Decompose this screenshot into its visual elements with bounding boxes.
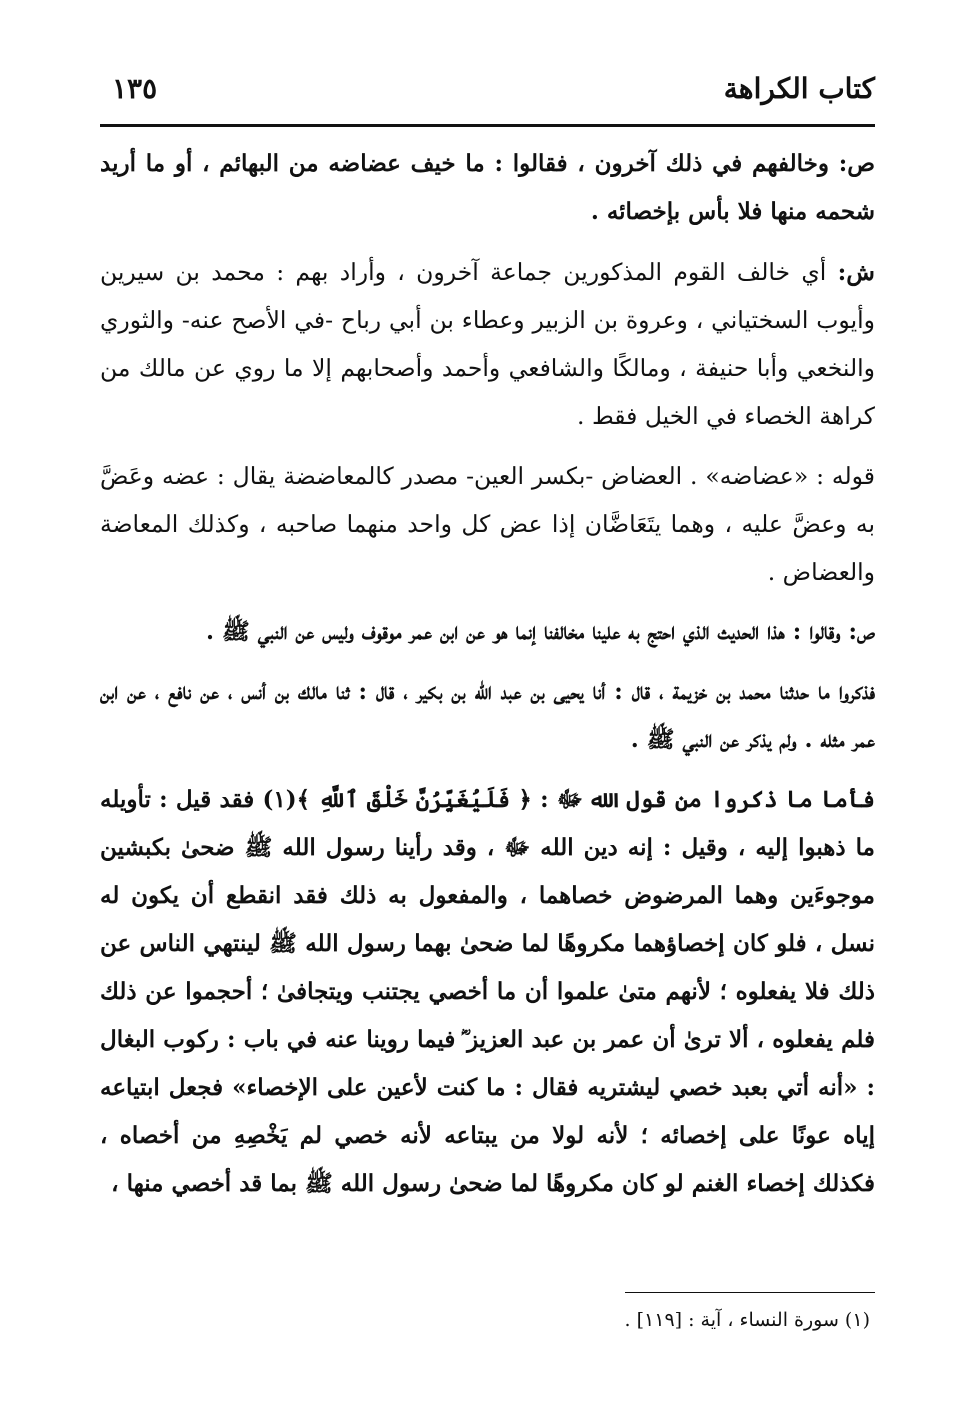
page-number: ١٣٥ bbox=[112, 72, 158, 105]
paragraph-text: فذكروا ما حدثنا محمد بن خزيمة ، قال : أنا يحيى بن عبد الله بن بكير ، قال : ثنا مالك بن أنس ، عن نافع ، عن ابن عمر مثله . ولم يذكر عن النبي ﷺ . bbox=[100, 678, 875, 753]
page-header bbox=[100, 70, 875, 124]
paragraph bbox=[100, 608, 875, 656]
paragraph bbox=[100, 248, 875, 440]
paragraph bbox=[100, 452, 875, 596]
paragraph bbox=[100, 668, 875, 764]
paragraph-lead: ش: bbox=[837, 258, 875, 286]
paragraph-lead: ص: bbox=[838, 150, 875, 177]
paragraph-lead: ص: bbox=[848, 618, 875, 645]
paragraph-text: فأما ما ذكروا من قول الله ﷻ : ﴿ فَلَيُغَيِّرُنَّ خَلْقَ ٱللَّهِ ﴾(١) فقد قيل : تأويله ما ذهبوا إليه ، وقيل : إنه دين الله ﷻ ، وقد رأينا رسول الله ﷺ ضحىٰ بكبشين موجوءَين وهما المرضوض خصاهما ، والمفعول به ذلك فقد انقطع أن يكون له نسل ، فلو كان إخصاؤهما مكروهًا لما ضحىٰ بهما رسول الله ﷺ لينتهي الناس عن ذلك فلا يفعلوه ؛ لأنهم متىٰ علموا أن ما أخصي يجتنب ويتجافىٰ ؛ أحجموا عن ذلك فلم يفعلوه ، ألا ترىٰ أن عمر بن عبد العزيز ؓ فيما روينا عنه في باب : ركوب البغال : «أنه أتي بعبد خصي ليشتريه فقال : ما كنت لأعين على الإخصاء» فجعل ابتياعه إياه عونًا على إخصائه ؛ لأنه لولا من يبتاعه لأنه خصي لم يَخْصِهِ من أخصاه ، فكذلك إخصاء الغنم لو كان مكروهًا لما ضحىٰ رسول الله ﷺ بما قد أخصي منها ، bbox=[100, 786, 875, 1197]
paragraph-text: أي خالف القوم المذكورين جماعة آخرون ، وأراد بهم : محمد بن سيرين وأيوب السختياني ، وعروة بن الزبير وعطاء بن أبي رباح -في الأصح عنه- والثوري والنخعي وأبا حنيفة ، ومالكًا والشافعي وأحمد وأصحابهم إلا ما روي عن مالك من كراهة الخصاء في الخيل فقط . bbox=[100, 258, 875, 430]
paragraph-text: قوله : «عضاضه» . العضاض -بكسر العين- مصدر كالمعاضضة يقال : عضه وعَضَّ به وعضَّ عليه ، وهما يتَعَاضَّان إذا عض كل واحد منهما صاحبه ، وكذلك المعاضة والعضاض . bbox=[100, 462, 875, 586]
paragraph bbox=[100, 140, 875, 236]
paragraph-text: وقالوا : هذا الحديث الذي احتج به علينا مخالفنا إنما هو عن ابن عمر موقوف وليس عن النبي ﷺ . bbox=[206, 618, 849, 645]
header-divider bbox=[100, 124, 875, 127]
paragraph-text: وخالفهم في ذلك آخرون ، فقالوا : ما خيف عضاضه من البهائم ، أو ما أريد شحمه منها فلا بأس بإخصائه . bbox=[100, 150, 875, 225]
footnote-divider bbox=[625, 1292, 875, 1293]
paragraph bbox=[100, 776, 875, 1208]
page-body bbox=[100, 140, 875, 1220]
footnote: (١) سورة النساء ، آية : [١١٩] . bbox=[624, 1309, 870, 1331]
book-title: كتاب الكراهة bbox=[723, 72, 875, 105]
